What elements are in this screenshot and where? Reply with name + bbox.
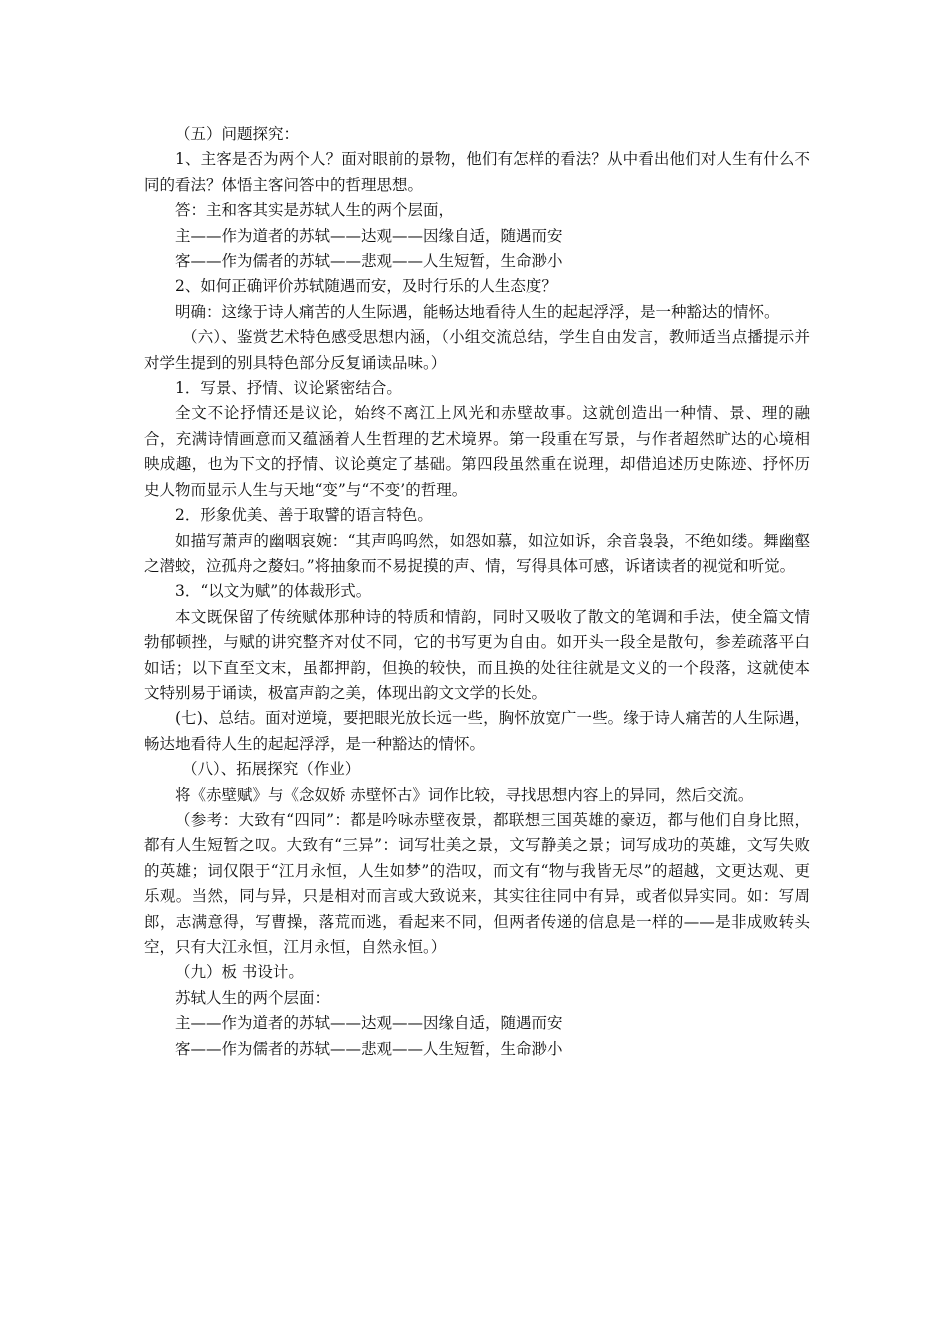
feature-body-2: 如描写萧声的幽咽哀婉：“其声呜呜然，如怨如慕，如泣如诉，余音袅袅，不绝如缕。舞幽壑之潜蛟，泣孤舟之嫠妇。”将抽象而不易捉摸的声、情，写得具体可感，诉诸读者的视觉和听觉。 <box>144 531 810 575</box>
board-line-guest: 客——作为儒者的苏轼——悲观——人生短暂，生命渺小 <box>175 1039 563 1058</box>
question-2: 2、如何正确评价苏轼随遇而安，及时行乐的人生态度？ <box>175 277 557 296</box>
feature-heading-2: 2．形象优美、善于取譬的语言特色。 <box>175 506 433 525</box>
section-heading-6: （六）、鉴赏艺术特色感受思想内涵，（小组交流总结，学生自由发言，教师适当点播提示并对学生提到的别具特色部分反复诵读品味。） <box>144 328 810 372</box>
feature-heading-1: 1．写景、抒情、议论紧密结合。 <box>175 379 402 398</box>
homework-task: 将《赤壁赋》与《念奴娇 赤壁怀古》词作比较，寻找思想内容上的异同，然后交流。 <box>175 785 754 804</box>
answer-2: 明确：这缘于诗人痛苦的人生际遇，能畅达地看待人生的起起浮浮，是一种豁达的情怀。 <box>175 302 780 321</box>
feature-body-1: 全文不论抒情还是议论，始终不离江上风光和赤壁故事。这就创造出一种情、景、理的融合，充满诗情画意而又蕴涵着人生哲理的艺术境界。第一段重在写景，与作者超然旷达的心境相映成趣，也为下文的抒情、议论奠定了基础。第四段虽然重在说理，却借追述历史陈迹、抒怀历史人物而显示人生与天地“变”与“不变’的哲理。 <box>144 404 810 499</box>
document-body <box>144 122 810 1062</box>
feature-heading-3: 3．“以文为赋”的体裁形式。 <box>175 582 372 601</box>
answer-line-host: 主——作为道者的苏轼——达观——因缘自适，随遇而安 <box>175 226 563 245</box>
answer-1: 答：主和客其实是苏轼人生的两个层面， <box>175 201 455 220</box>
section-heading-8: （八）、拓展探究（作业） <box>182 760 361 779</box>
question-1: 1、主客是否为两个人？面对眼前的景物，他们有怎样的看法？从中看出他们对人生有什么不同的看法？体悟主客问答中的哲理思想。 <box>144 150 810 194</box>
answer-line-guest: 客——作为儒者的苏轼——悲观——人生短暂，生命渺小 <box>175 252 563 271</box>
homework-reference: （参考：大致有“四同”：都是吟咏赤壁夜景，都联想三国英雄的豪迈，都与他们自身比照，都有人生短暂之叹。大致有“三异”：词写壮美之景，文写静美之景；词写成功的英雄，文写失败的英雄；词仅限于“江月永恒，人生如梦”的浩叹，而文有“物与我皆无尽”的超越，文更达观、更乐观。当然，同与异，只是相对而言或大致说来，其实往往同中有异，或者似异实同。如：写周郎，志满意得，写曹操，落荒而逃，看起来不同，但两者传递的信息是一样的——是非成败转头空，只有大江永恒，江月永恒，自然永恒。） <box>144 810 810 956</box>
section-summary-7: (七)、总结。面对逆境，要把眼光放长远一些，胸怀放宽广一些。缘于诗人痛苦的人生际遇，畅达地看待人生的起起浮浮，是一种豁达的情怀。 <box>144 709 810 753</box>
section-heading-9: （九）板 书设计。 <box>175 963 304 982</box>
feature-body-3: 本文既保留了传统赋体那种诗的特质和情韵，同时又吸收了散文的笔调和手法，使全篇文情勃郁顿挫，与赋的讲究整齐对仗不同，它的书写更为自由。如开头一段全是散句，参差疏落平白如话；以下直至文末，虽都押韵，但换的较快，而且换的处往往就是文义的一个段落，这就使本文特别易于诵读，极富声韵之美，体现出韵文文学的长处。 <box>144 607 810 702</box>
board-title: 苏轼人生的两个层面： <box>175 988 331 1007</box>
board-line-host: 主——作为道者的苏轼——达观——因缘自适，随遇而安 <box>175 1014 563 1033</box>
section-heading-5: （五）问题探究： <box>175 125 300 143</box>
